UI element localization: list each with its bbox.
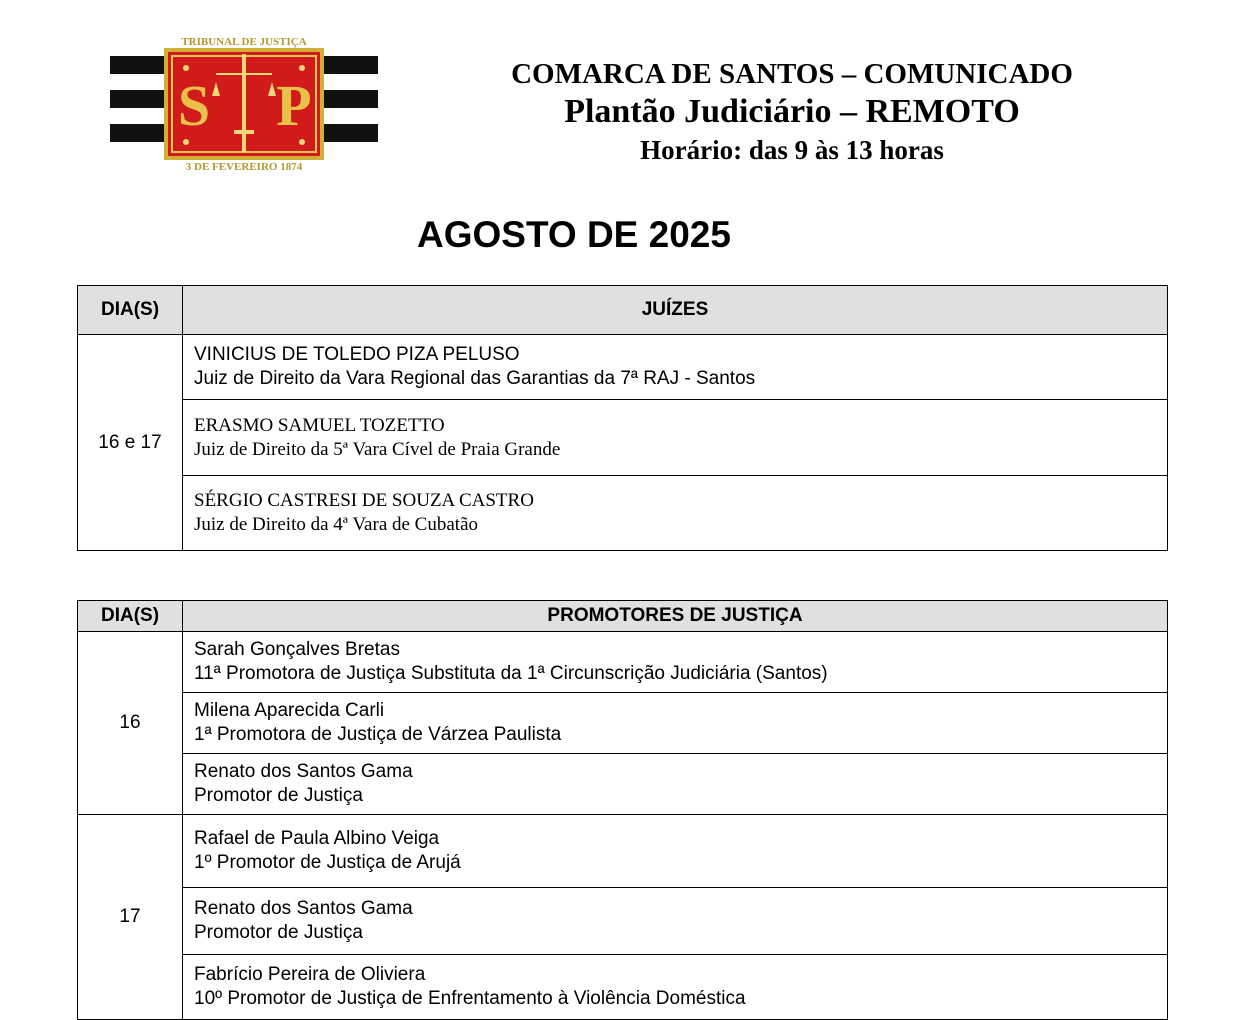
prosecutor-name: Renato dos Santos Gama	[194, 898, 413, 919]
table-row	[78, 693, 1168, 754]
prosecutors-day: 17	[78, 815, 183, 1020]
prosecutor-name: Renato dos Santos Gama	[194, 761, 413, 782]
prosecutors-col-main: PROMOTORES DE JUSTIÇA	[183, 601, 1168, 632]
svg-text:3 DE FEVEREIRO 1874: 3 DE FEVEREIRO 1874	[185, 161, 303, 173]
judge-name: ERASMO SAMUEL TOZETTO	[194, 414, 445, 436]
judge-entry	[183, 476, 1168, 551]
judges-day: 16 e 17	[78, 335, 183, 551]
svg-text:TRIBUNAL DE JUSTIÇA: TRIBUNAL DE JUSTIÇA	[181, 36, 307, 48]
prosecutors-day: 16	[78, 632, 183, 815]
month-title: AGOSTO DE 2025	[417, 214, 731, 255]
judge-entry	[183, 335, 1168, 400]
prosecutor-entry	[183, 754, 1168, 815]
judges-table	[77, 285, 1168, 551]
tjsp-logo	[108, 34, 380, 174]
prosecutors-col-day: DIA(S)	[78, 601, 183, 632]
prosecutor-name: Sarah Gonçalves Bretas	[194, 639, 400, 660]
table-row	[78, 888, 1168, 955]
prosecutor-entry	[183, 888, 1168, 955]
prosecutor-name: Rafael de Paula Albino Veiga	[194, 828, 440, 849]
document-header	[430, 56, 1154, 168]
judges-col-day: DIA(S)	[78, 286, 183, 335]
judges-col-main: JUÍZES	[183, 286, 1168, 335]
prosecutor-role: Promotor de Justiça	[194, 785, 363, 806]
prosecutor-entry	[183, 955, 1168, 1020]
judge-name: VINICIUS DE TOLEDO PIZA PELUSO	[194, 344, 520, 365]
prosecutor-role: 10º Promotor de Justiça de Enfrentamento à Violência Doméstica	[194, 988, 746, 1009]
header-line-horario: Horário: das 9 às 13 horas	[640, 135, 944, 165]
header-line-comarca: COMARCA DE SANTOS – COMUNICADO	[511, 58, 1073, 90]
prosecutors-table	[77, 600, 1168, 1020]
prosecutor-entry	[183, 815, 1168, 888]
table-row	[78, 632, 1168, 693]
table-row	[78, 476, 1168, 551]
prosecutor-role: 11ª Promotora de Justiça Substituta da 1ª Circunscrição Judiciária (Santos)	[194, 663, 828, 684]
table-row	[78, 754, 1168, 815]
prosecutor-entry	[183, 632, 1168, 693]
prosecutor-entry	[183, 693, 1168, 754]
judge-role: Juiz de Direito da 5ª Vara Cível de Praia Grande	[194, 438, 561, 460]
table-row	[78, 400, 1168, 476]
prosecutor-role: Promotor de Justiça	[194, 922, 363, 943]
header-line-plantao: Plantão Judiciário – REMOTO	[564, 93, 1020, 130]
judge-role: Juiz de Direito da 4ª Vara de Cubatão	[194, 514, 478, 535]
svg-text:P: P	[276, 73, 312, 138]
table-row	[78, 955, 1168, 1020]
prosecutor-role: 1º Promotor de Justiça de Arujá	[194, 852, 461, 873]
table-row	[78, 335, 1168, 400]
prosecutor-name: Fabrício Pereira de Oliviera	[194, 964, 426, 985]
svg-text:S: S	[177, 73, 211, 138]
table-row	[78, 815, 1168, 888]
judge-role: Juiz de Direito da Vara Regional das Garantias da 7ª RAJ - Santos	[194, 368, 756, 389]
judge-name: SÉRGIO CASTRESI DE SOUZA CASTRO	[194, 490, 534, 511]
judge-entry	[183, 400, 1168, 476]
prosecutor-role: 1ª Promotora de Justiça de Várzea Paulista	[194, 724, 562, 745]
prosecutor-name: Milena Aparecida Carli	[194, 700, 385, 721]
